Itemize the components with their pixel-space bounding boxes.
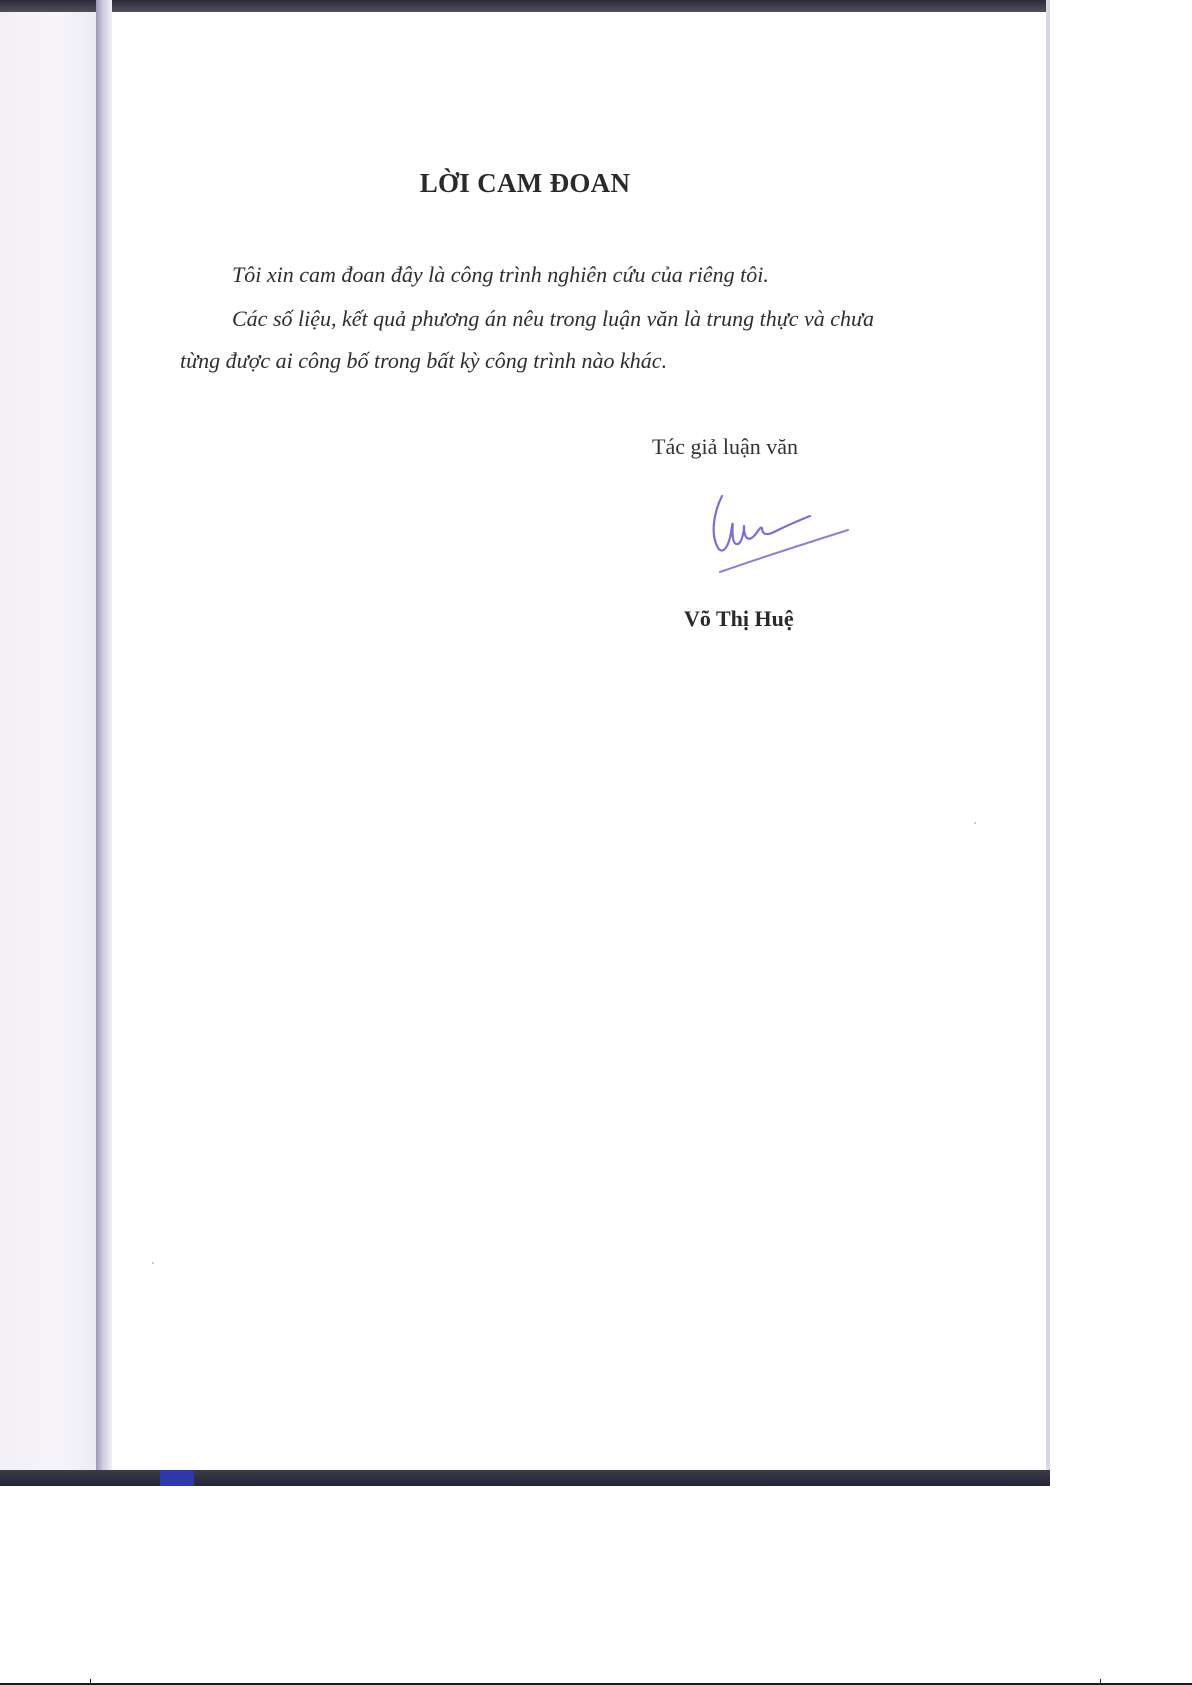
facing-page-strip [0, 12, 96, 1470]
page-right-edge [1046, 0, 1050, 1486]
document-page [112, 12, 1050, 1470]
border-tick [90, 1679, 91, 1685]
book-spine-shadow [96, 0, 112, 1486]
declaration-line-3: từng được ai công bố trong bất kỳ công trình nào khác. [180, 348, 668, 373]
handwritten-signature [700, 486, 860, 582]
border-tick [1100, 1679, 1101, 1685]
binder-frame-bottom [0, 1470, 1050, 1486]
binder-frame-top [0, 0, 1050, 12]
scan-speck [974, 822, 976, 824]
page-title: LỜI CAM ĐOAN [419, 168, 631, 198]
author-name: Võ Thị Huệ [684, 606, 794, 631]
declaration-line-2: Các số liệu, kết quả phương án nêu trong luận văn là trung thực và chưa [232, 306, 875, 331]
blue-cover-patch [160, 1470, 194, 1486]
author-label: Tác giả luận văn [652, 434, 798, 459]
declaration-line-1: Tôi xin cam đoan đây là công trình nghiên cứu của riêng tôi. [232, 262, 769, 287]
scan-speck [152, 1262, 154, 1264]
